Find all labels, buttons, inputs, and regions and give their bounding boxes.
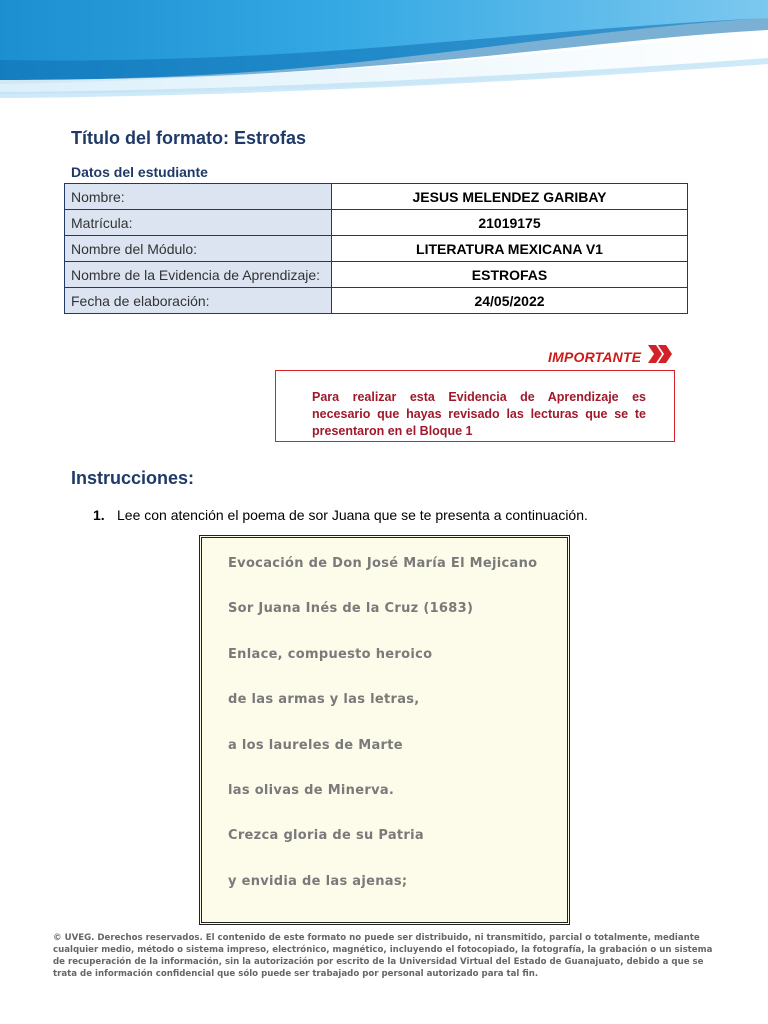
table-row [65, 288, 688, 314]
double-chevron-right-icon [647, 343, 673, 370]
row-label: Nombre: [65, 184, 332, 210]
poem-line: Enlace, compuesto heroico [228, 646, 433, 662]
poem-line: a los laureles de Marte [228, 737, 403, 753]
poem-line: Sor Juana Inés de la Cruz (1683) [228, 601, 474, 617]
row-label: Matrícula: [65, 210, 332, 236]
instruction-step [93, 507, 588, 523]
poem-line: de las armas y las letras, [228, 692, 420, 708]
row-value: LITERATURA MEXICANA V1 [332, 236, 688, 262]
poem-line: y envidia de las ajenas; [228, 873, 408, 889]
row-value: 24/05/2022 [332, 288, 688, 314]
poem-line: las olivas de Minerva. [228, 782, 395, 798]
table-row [65, 184, 688, 210]
table-row [65, 236, 688, 262]
table-row [65, 210, 688, 236]
row-label: Nombre del Módulo: [65, 236, 332, 262]
student-data-table [64, 183, 688, 314]
row-label: Fecha de elaboración: [65, 288, 332, 314]
copyright-footer: © UVEG. Derechos reservados. El contenido de este formato no puede ser distribuido, ni transmitido, parcial o totalmente, mediante cualquier medio, método o sistema impreso, electrónico, magnético, incluyendo el fotocopiado, la fotografía, la grabación o un sistema de recuperación de la información, sin la autorización por escrito de la Universidad Virtual del Estado de Guanajuato, debido a que se trata de información confidencial que sólo puede ser trabajado por personal autorizado para tal fin. [53, 933, 713, 979]
table-row [65, 262, 688, 288]
student-data-label: Datos del estudiante [71, 164, 208, 180]
row-value: 21019175 [332, 210, 688, 236]
important-label: IMPORTANTE [548, 348, 642, 365]
row-label: Nombre de la Evidencia de Aprendizaje: [65, 262, 332, 288]
header-wave-graphic [0, 0, 768, 100]
poem-line: Crezca gloria de su Patria [228, 828, 424, 844]
poem-box [199, 535, 570, 925]
row-value: JESUS MELENDEZ GARIBAY [332, 184, 688, 210]
step-number: 1. [93, 507, 105, 523]
instructions-heading: Instrucciones: [71, 468, 195, 488]
important-notice-box: Para realizar esta Evidencia de Aprendizaje es necesario que hayas revisado las lecturas que se te presentaron en el Bloque 1 [275, 370, 675, 442]
document-title: Título del formato: Estrofas [71, 128, 307, 148]
important-tag [548, 343, 673, 370]
poem-line: Evocación de Don José María El Mejicano [228, 556, 538, 571]
row-value: ESTROFAS [332, 262, 688, 288]
header-banner [0, 0, 768, 100]
step-text: Lee con atención el poema de sor Juana que se te presenta a continuación. [117, 507, 588, 523]
